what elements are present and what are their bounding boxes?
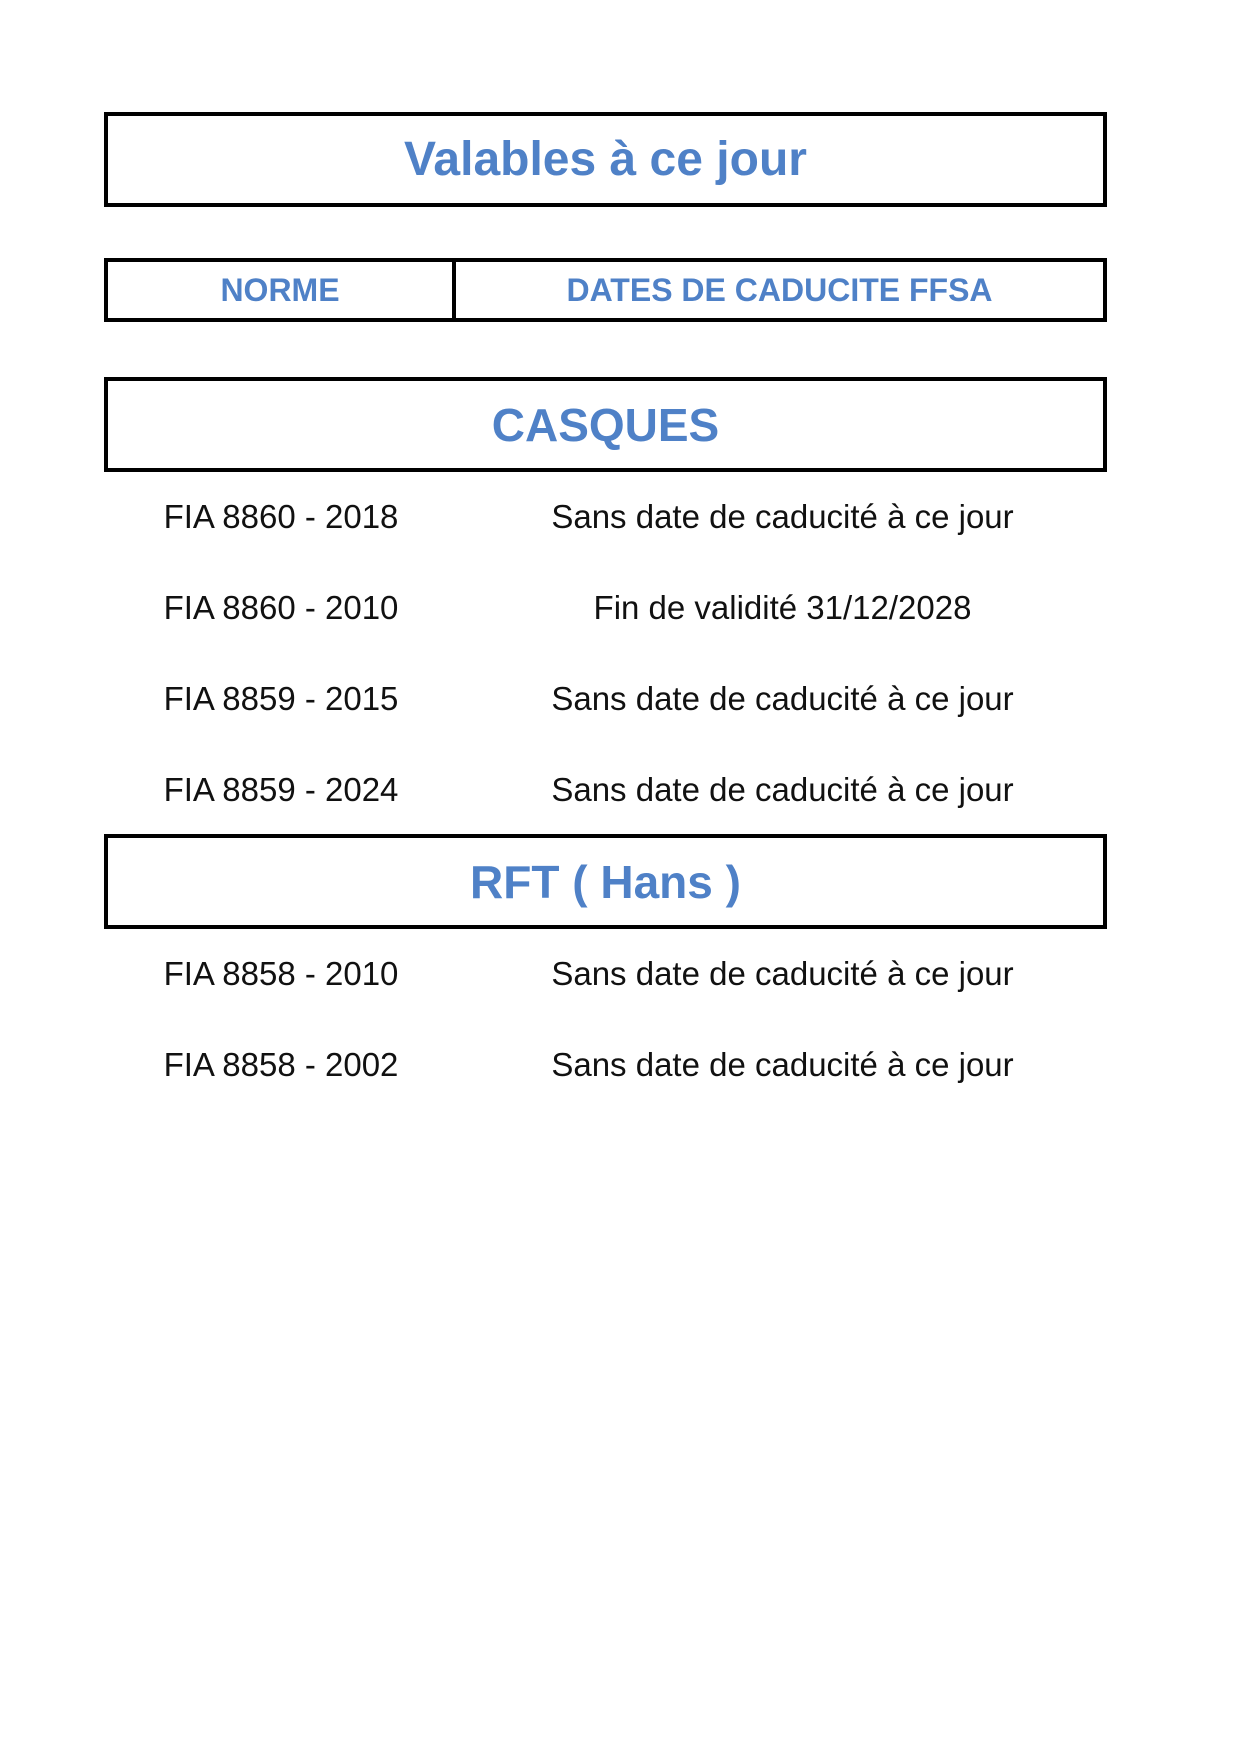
date-cell: Fin de validité 31/12/2028	[593, 589, 972, 626]
section-rft-header	[104, 834, 1107, 929]
date-cell: Sans date de caducité à ce jour	[551, 680, 1014, 717]
section-casques-title: CASQUES	[491, 398, 720, 451]
table-row	[104, 1035, 1107, 1095]
header-dates: DATES DE CADUCITE FFSA	[566, 271, 993, 308]
table-header	[104, 258, 1107, 322]
header-norme: NORME	[108, 262, 456, 318]
date-cell: Sans date de caducité à ce jour	[551, 955, 1014, 992]
page-title: Valables à ce jour	[404, 133, 807, 186]
section-casques-header	[104, 377, 1107, 472]
table-row	[104, 760, 1107, 820]
table-row	[104, 578, 1107, 638]
norme-cell: FIA 8859 - 2024	[163, 771, 399, 808]
page-title-box	[104, 112, 1107, 207]
date-cell: Sans date de caducité à ce jour	[551, 771, 1014, 808]
norme-cell: FIA 8860 - 2018	[163, 498, 399, 535]
norme-cell: FIA 8860 - 2010	[163, 589, 399, 626]
table-row	[104, 669, 1107, 729]
norme-cell: FIA 8858 - 2010	[163, 955, 399, 992]
section-rft-title: RFT ( Hans )	[470, 855, 741, 908]
norme-cell: FIA 8859 - 2015	[163, 680, 399, 717]
table-row	[104, 944, 1107, 1004]
norme-cell: FIA 8858 - 2002	[163, 1046, 399, 1083]
date-cell: Sans date de caducité à ce jour	[551, 498, 1014, 535]
table-row	[104, 487, 1107, 547]
date-cell: Sans date de caducité à ce jour	[551, 1046, 1014, 1083]
